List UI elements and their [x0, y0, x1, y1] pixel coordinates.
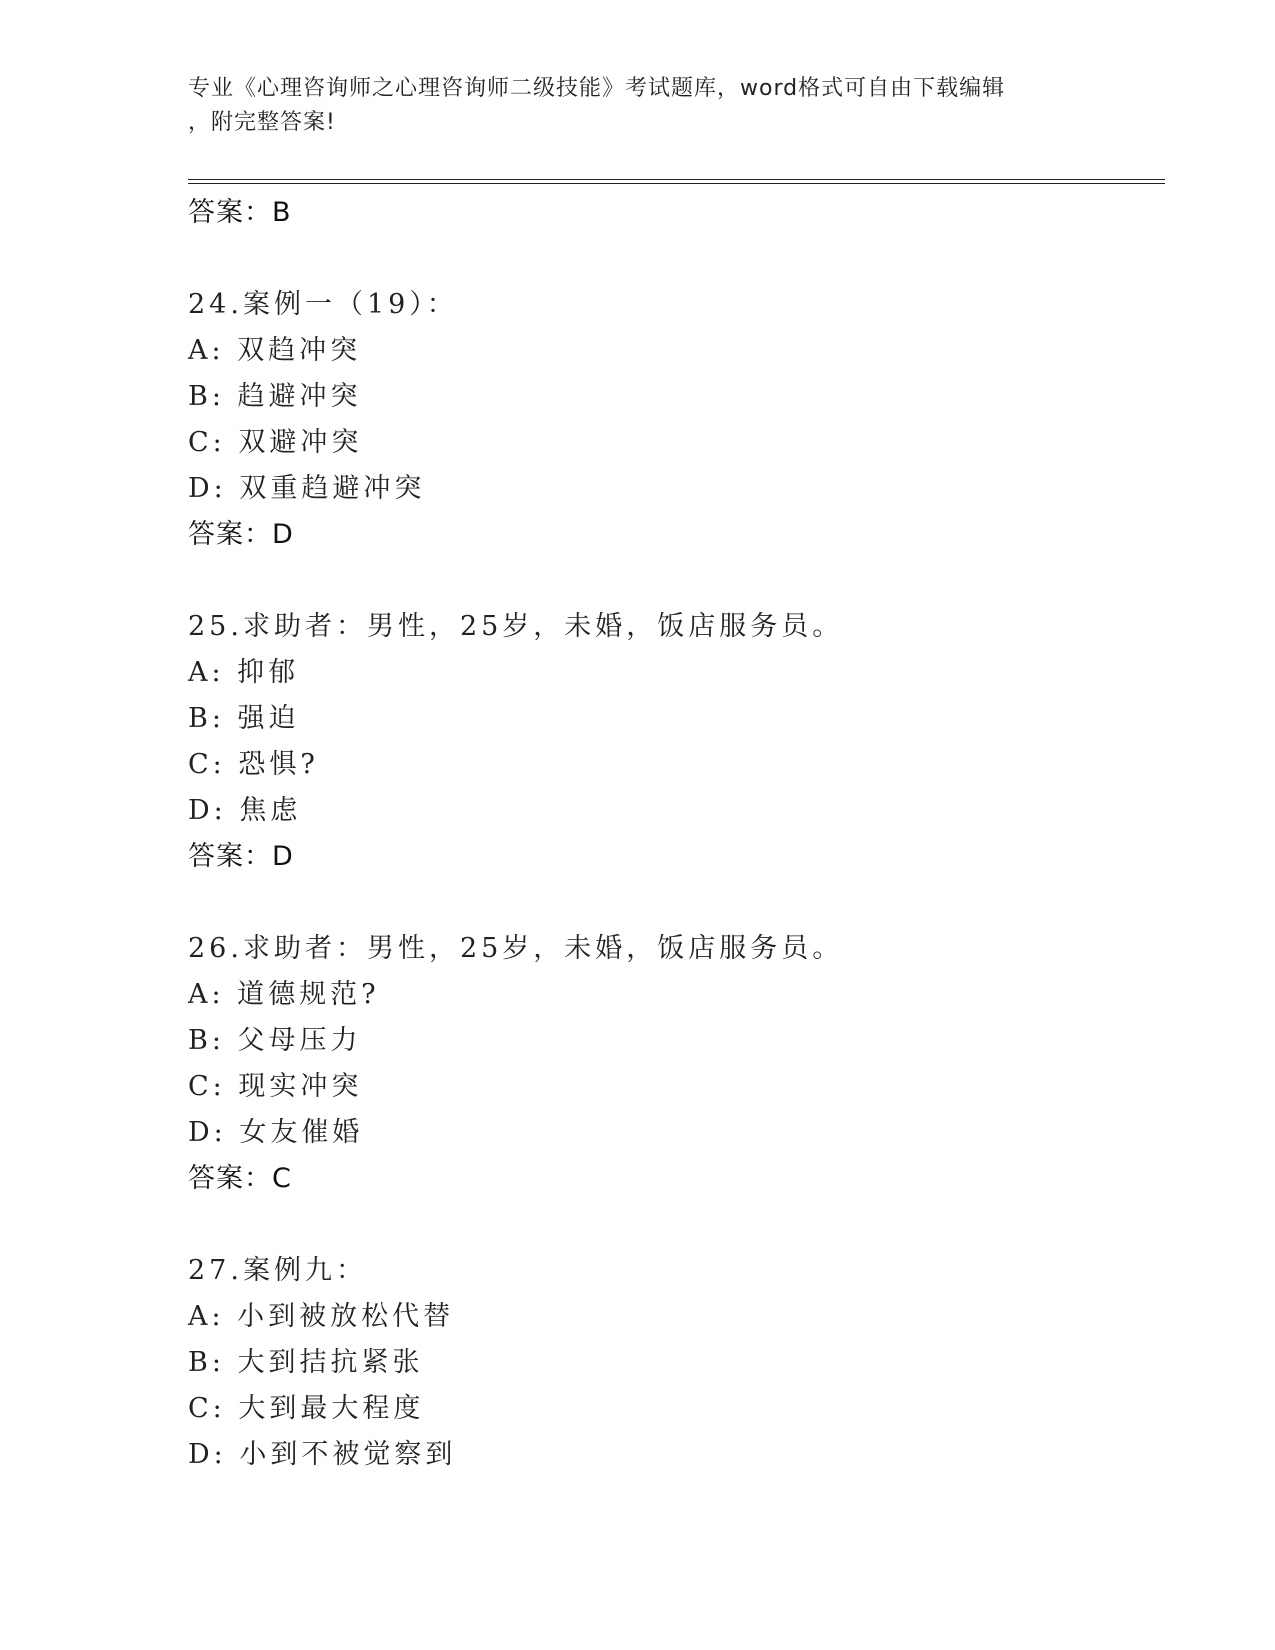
option-a: A: 双趋冲突 — [188, 335, 362, 366]
header-divider-bottom — [188, 183, 1165, 184]
option-b: B: 趋避冲突 — [188, 381, 362, 412]
spacer — [188, 1202, 1148, 1248]
document-header — [188, 72, 1088, 140]
question-26 — [188, 926, 1148, 1202]
option-b: B: 父母压力 — [188, 1025, 362, 1056]
question-25 — [188, 604, 1148, 880]
question-stem: 26.求助者：男性，25岁，未婚，饭店服务员。 — [188, 933, 844, 964]
answer-line: 答案：D — [188, 841, 294, 872]
header-divider-top — [188, 179, 1165, 180]
question-stem: 25.求助者：男性，25岁，未婚，饭店服务员。 — [188, 611, 844, 642]
option-c: C: 现实冲突 — [188, 1071, 363, 1102]
option-c: C: 大到最大程度 — [188, 1393, 425, 1424]
option-a: A: 抑郁 — [188, 657, 300, 688]
option-b: B: 大到拮抗紧张 — [188, 1347, 424, 1378]
option-d: D: 双重趋避冲突 — [188, 473, 426, 504]
header-line-1: 专业《心理咨询师之心理咨询师二级技能》考试题库，word格式可自由下载编辑 — [188, 76, 1006, 101]
question-24 — [188, 282, 1148, 558]
option-c: C: 双避冲突 — [188, 427, 363, 458]
question-list — [188, 190, 1148, 1478]
option-d: D: 小到不被觉察到 — [188, 1439, 457, 1470]
answer-line: 答案：B — [188, 197, 292, 228]
spacer — [188, 880, 1148, 926]
question-27 — [188, 1248, 1148, 1478]
option-a: A: 道德规范? — [188, 979, 380, 1010]
option-d: D: 焦虑 — [188, 795, 302, 826]
option-d: D: 女友催婚 — [188, 1117, 364, 1148]
answer-line: 答案：D — [188, 519, 294, 550]
option-c: C: 恐惧? — [188, 749, 319, 780]
answer-line: 答案：C — [188, 1163, 292, 1194]
header-line-2: ，附完整答案! — [188, 110, 336, 135]
spacer — [188, 236, 1148, 282]
option-a: A: 小到被放松代替 — [188, 1301, 455, 1332]
question-stem: 27.案例九： — [188, 1255, 367, 1286]
question-stem: 24.案例一（19）： — [188, 289, 458, 320]
spacer — [188, 558, 1148, 604]
option-b: B: 强迫 — [188, 703, 300, 734]
